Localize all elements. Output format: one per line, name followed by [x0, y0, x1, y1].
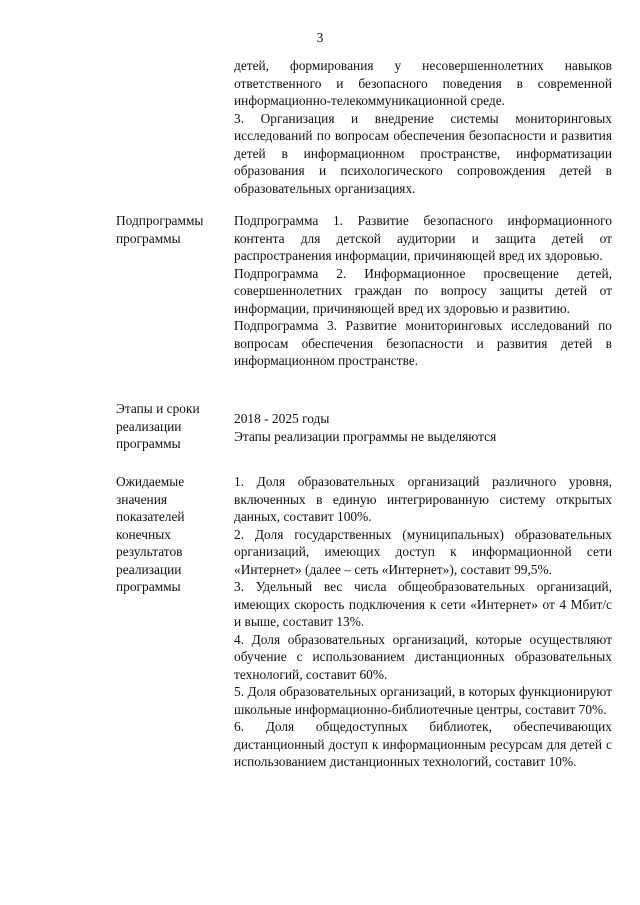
expected-label: Ожидаемые значения показателей конечных результатов реализации программы — [116, 474, 185, 594]
continuation-paragraph: детей, формирования у несовершеннолетних навыков ответственного и безопасного поведения в современной информационно-телекоммуникационной среде. — [234, 58, 612, 108]
indicator-item: 2. Доля государственных (муниципальных) образовательных организаций, имеющих доступ к информационной сети «Интернет» (далее – сеть «Интернет»), составит 99,5%. — [234, 526, 612, 577]
indicator-item: 1. Доля образовательных организаций различного уровня, включенных в единую интегрированную систему открытых данных, составит 100%. — [234, 474, 612, 524]
stages-period: 2018 - 2025 годы — [234, 411, 330, 426]
indicator-item: 5. Доля образовательных организаций, в которых функционируют школьные информационно-библиотечные центры, составит 70%. — [234, 684, 612, 717]
subprogram-item: Подпрограмма 1. Развитие безопасного информационного контента для детской аудитории и защита детей от распространения информации, причиняющей вред их здоровью. — [234, 213, 612, 263]
stages-note: Этапы реализации программы не выделяются — [234, 428, 497, 444]
page-number: 3 — [316, 30, 324, 45]
subprogram-item: Подпрограмма 2. Информационное просвещение детей, совершеннолетних граждан по вопросу защиты детей от информации, причиняющей вред их здоровью и развитию. — [234, 265, 612, 316]
indicator-item: 3. Удельный вес числа общеобразовательных организаций, имеющих скорость подключения к сети «Интернет» от 4 Мбит/с и выше, составит 13%. — [234, 579, 612, 629]
indicator-item: 4. Доля образовательных организаций, которые осуществляют обучение с использованием дистанционных образовательных технологий, составит 60%. — [234, 631, 612, 682]
subprogram-item: Подпрограмма 3. Развитие мониторинговых исследований по вопросам обеспечения безопасности и развития детей в информационном пространстве. — [234, 318, 612, 368]
subprograms-label: Подпрограммы программы — [116, 213, 204, 246]
stages-label: Этапы и сроки реализации программы — [116, 401, 200, 451]
indicator-item: 6. Доля общедоступных библиотек, обеспечивающих дистанционный доступ к информационным ресурсам для детей с использованием дистанционных технологий, составит 10%. — [234, 719, 612, 769]
continuation-content — [234, 57, 612, 197]
subprograms-content — [234, 212, 612, 370]
expected-content — [234, 473, 612, 771]
continuation-paragraph: 3. Организация и внедрение системы мониторинговых исследований по вопросам обеспечения безопасности и развития детей в информационном пространстве, информатизации образования и психологического сопровождения детей в образовательных организациях. — [234, 110, 612, 196]
stages-content — [234, 410, 612, 445]
